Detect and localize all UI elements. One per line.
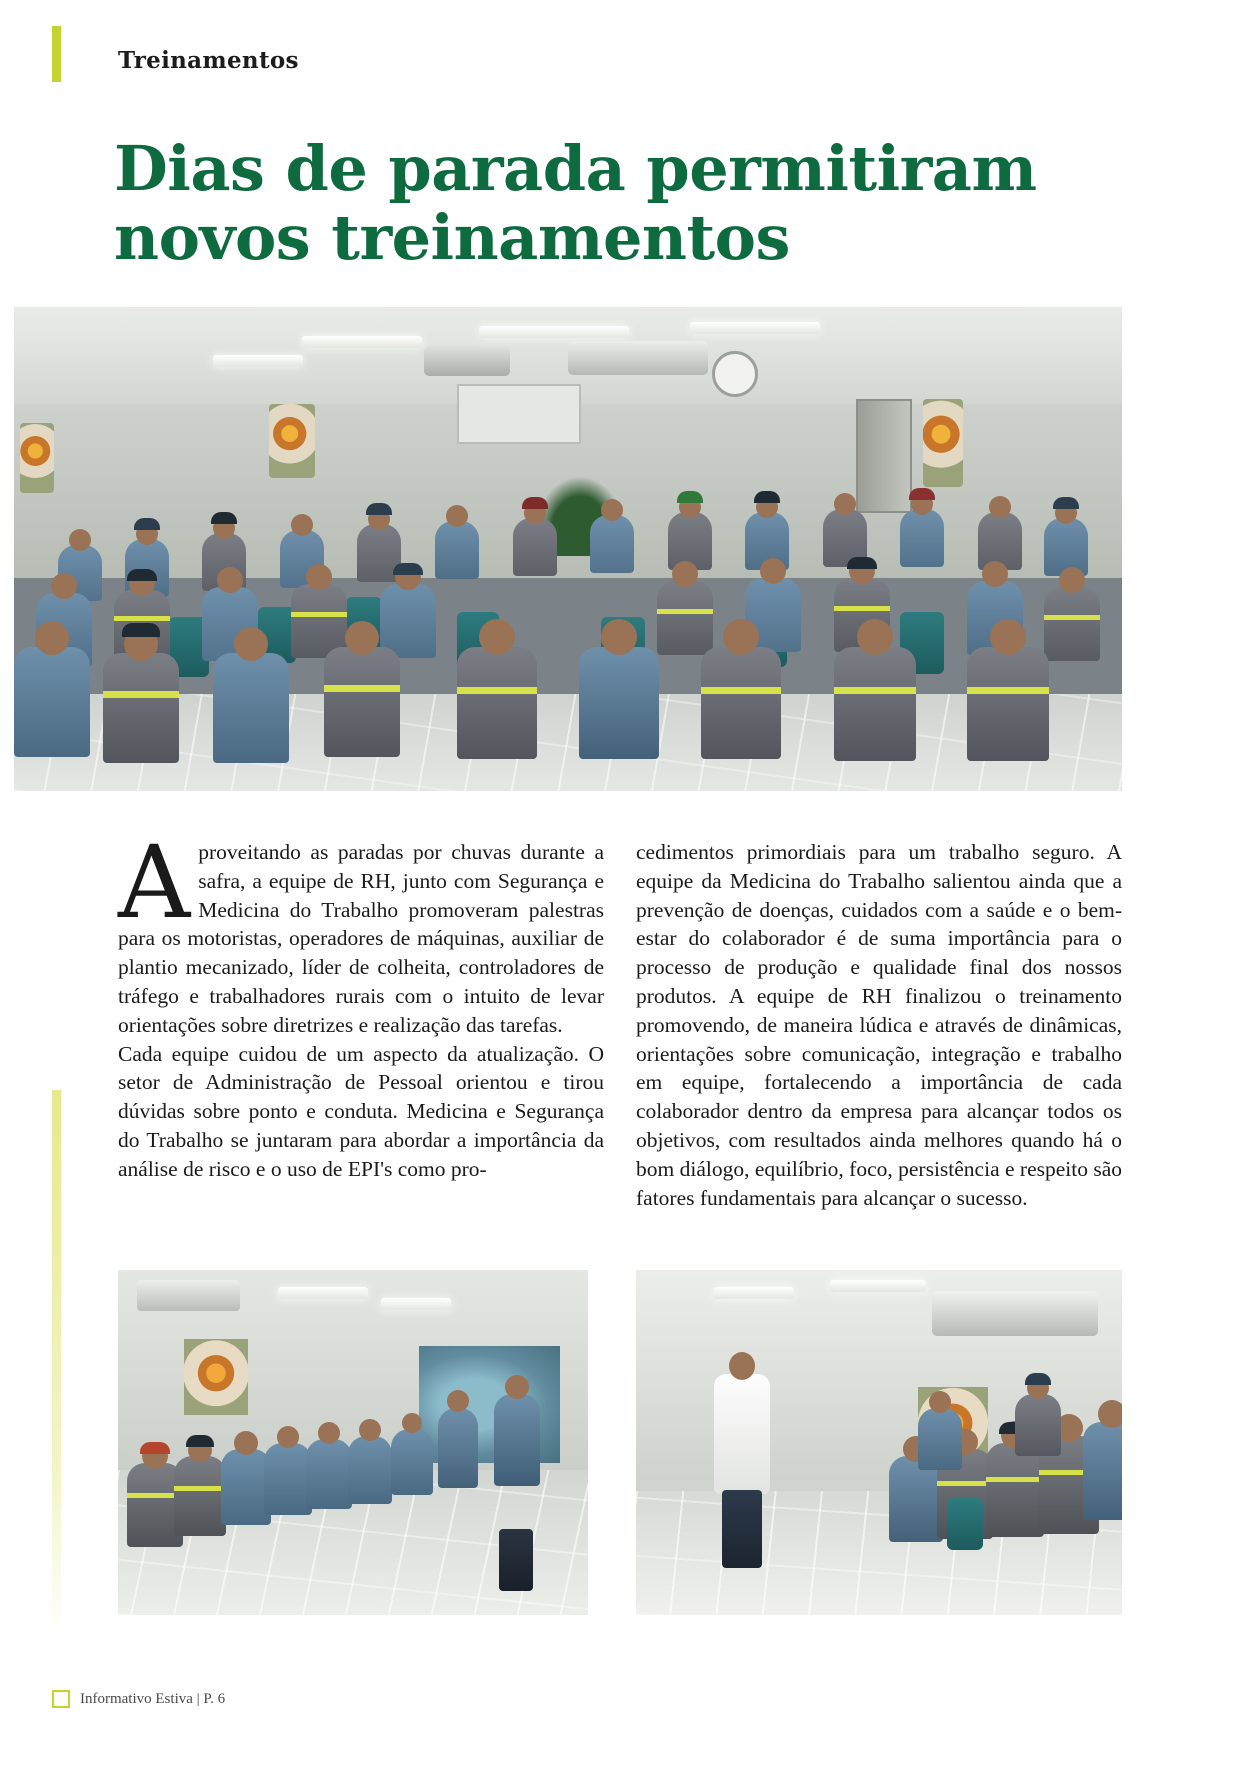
page-title: Dias de parada permitiram novos treinamentos xyxy=(114,131,1037,274)
drop-cap: A xyxy=(118,824,191,941)
article-paragraph-text: proveitando as paradas por chuvas durante a safra, a equipe de RH, junto com Segurança e Medicina do Trabalho promoveram palestras para os motoristas, operadores de máquinas, auxiliar de plantio mecanizado, líder de colheita, controladores de tráfego e trabalhadores rurais com o intuito de levar orientações sobre diretrizes e realização das tarefas. xyxy=(118,840,604,1037)
footer-text: Informativo Estiva | P. 6 xyxy=(80,1690,226,1707)
presenter-figure xyxy=(714,1374,770,1494)
bottom-left-photo xyxy=(118,1270,588,1615)
article-paragraph-text: Cada equipe cuidou de um aspecto da atualização. O setor de Administração de Pessoal orientou e tirou dúvidas sobre ponto e conduta. Medicina e Segurança do Trabalho se juntaram para abordar a importância da análise de risco e o uso de EPI's como pro- xyxy=(118,1041,604,1181)
section-kicker: Treinamentos xyxy=(118,47,299,74)
bottom-right-photo xyxy=(636,1270,1122,1615)
article-paragraph xyxy=(636,838,1122,1212)
footer-square-icon xyxy=(52,1690,70,1708)
hero-photo xyxy=(14,307,1122,791)
page-footer xyxy=(52,1690,225,1708)
left-accent-strip xyxy=(52,1090,61,1640)
article-column-right xyxy=(636,838,1122,1212)
article-paragraph xyxy=(118,824,604,1040)
article-column-left xyxy=(118,824,604,1184)
article-paragraph-text: cedimentos primordiais para um trabalho seguro. A equipe da Medicina do Trabalho salientou ainda que a prevenção de doenças, cuidados com a saúde e o bem-estar do colaborador é de suma importância para o processo de produção e qualidade final dos nossos produtos. A equipe de RH finalizou o treinamento promovendo, de maneira lúdica e através de dinâmicas, orientações sobre comunicação, integração e trabalho em equipe, fortalecendo a importância de cada colaborador dentro da empresa para alcançar todos os objetivos, com resultados ainda melhores quando há o bom diálogo, equilíbrio, foco, persistência e respeito são fatores fundamentais para alcançar o sucesso. xyxy=(636,840,1123,1210)
kicker-accent-bar xyxy=(52,26,61,82)
article-paragraph xyxy=(118,1040,604,1184)
